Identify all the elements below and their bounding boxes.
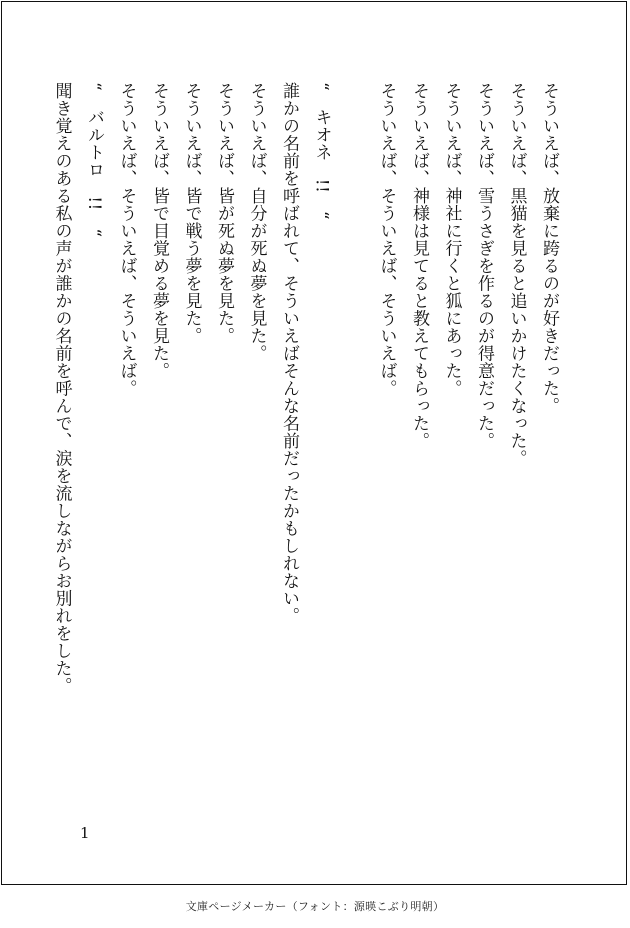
dialogue-line: “ バルトロ !! “ (84, 82, 104, 238)
text-line: そういえば、自分が死ぬ夢を見た。 (246, 82, 267, 362)
text-line: 聞き覚えのある私の声が誰かの名前を呼んで、涙を流しながらお別れをした。 (51, 82, 72, 695)
text-line: そういえば、放棄に跨るのが好きだった。 (539, 82, 559, 415)
text-line: そういえば、黒猫を見ると追いかけたくなった。 (506, 82, 527, 467)
page-number: 1 (80, 824, 90, 842)
text-line: そういえば、皆で戦う夢を見た。 (181, 82, 202, 345)
footer-credit: 文庫ページメーカー（フォント：源暎こぶり明朝） (185, 900, 445, 913)
text-line: 誰かの名前を呼ばれて、そういえばそんな名前だったかもしれない。 (279, 82, 299, 625)
text-line: そういえば、そういえば、そういえば。 (376, 82, 397, 397)
text-line: そういえば、皆が死ぬ夢を見た。 (214, 82, 234, 345)
dialogue-line: “ キオネ !! “ (311, 82, 332, 221)
vertical-text-body (51, 82, 565, 802)
text-line: そういえば、皆で目覚める夢を見た。 (149, 82, 169, 380)
text-line: そういえば、神様は見てると教えてもらった。 (409, 82, 429, 450)
text-line: そういえば、神社に行くと狐にあった。 (441, 82, 462, 397)
text-line: そういえば、雪うさぎを作るのが得意だった。 (474, 82, 494, 450)
text-line: そういえば、そういえば、そういえば。 (116, 82, 137, 397)
blank-line (338, 82, 371, 802)
